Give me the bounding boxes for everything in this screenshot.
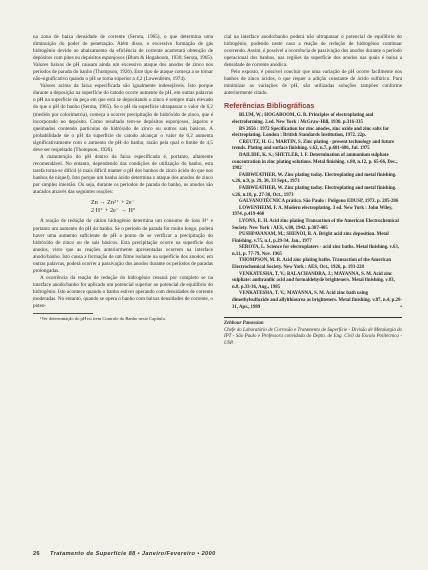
footnote: ¹Ver determinação do pH no item Controle do Banho neste Capítulo. (40, 316, 167, 322)
references-heading: Referências Bibliográficas (224, 101, 315, 111)
page-footer (33, 551, 403, 557)
reference-item-last (224, 291, 402, 311)
reference-item: FAIRWEATHER, W. Zinc plating today. Electroplating and metal finishing. v.26, n.9, p. 29, 30, 33 Sept., 1973 (232, 172, 397, 185)
reference-item: CREUTZ, H. G.; MARTIN, S. Zinc plating - present technology and future trends. Plating and surface finishing. v.62, n.7, p.681-686, Jul. 1975 (232, 139, 395, 152)
reference-item: DAILIDE, K. S.; SHETLER, I. F. Determination of ammonium sulphate concentration in zinc plating solutions. Metal finishing. v.80, n.12, p. 65-66, Dec., 1982 (232, 152, 398, 172)
reference-item: BLUM, W.; HOGABOOM, G. B. Principles of electroplating and electroforming. 2.ed. New York : McGraw-Hill, 1930. p.316-335 (232, 113, 374, 126)
body-paragraph: na zona de baixa densidade de corrente (Serota, 1965), o que determina uma diminuição do poder de penetração. Além disso, o excessivo formação de gás hidrogênio devido ao abaixamento da eficiência de corrente acarretará obtenção de depósitos com pites ou depósitos esponjosos (Blum & Hogaboom, 1930; Serota, 1965). Valores baixos de pH causam ainda um excessivo ataque dos anodos de zinco nos períodos de parada do banho (Thompson, 1926). Este tipo de ataque começa a se tornar não-significativo quando o pH se torna superior a 4,2 (Lowenheim, 1974). (33, 34, 213, 83)
body-paragraph: cial na interface anodo/banho poderá não ultrapassar o potencial de equilíbrio do hidrogênio, podendo neste caso a reação de redução de hidrogênio continuar ocorrendo. Assim, é possível a ocorrência de passivação dos anodos durante o período operacional dos banhos, nas regiões da superfície dos anodos nas quais é baixa a densidade de corrente anódica. (224, 34, 402, 69)
reference-item: VENKATESHA, T. V.; BALACHANDRA, J.; MAYANNA, S. M. Acid zinc sulphate: anthranilic acid and formaldehyde brighteners. Metal finishing. v.83, n.8, p.33-36, Aug., 1985 (232, 271, 395, 290)
reference-item: LYONS, E. H. Acid zinc plating Transaction of the American Electrochemical Society. New York : AES, v.80, 1942. p.387-405 (232, 218, 399, 231)
end-of-article-mark: • (400, 304, 402, 310)
body-paragraph: A manutenção do pH dentro da faixa especificada é, portanto, altamente recomendável. No entanto, dependendo das condições de utilização do banho, esta tarefa torna-se difícil (é mais difícil manter o pH dos banhos de zinco ácido do que nos banhos de níquel). Isto porque um banho ácido determina o ataque dos anodos de zinco por simples imersão. Ou seja, durante os períodos de parada do banho, os anodos são atacados através das seguintes reações: (33, 153, 213, 196)
reference-list (224, 113, 402, 311)
body-paragraph: Pelo exposto, é possível concluir que uma variação de pH ocorre facilmente nos banhos de zinco ácidos, o que requer a adição constante de ácido sulfúrico. Para minimizar as variações de pH, são utilizadas soluções tampões conforme anteriormente citado. (224, 69, 402, 97)
left-column (33, 34, 213, 322)
reaction-equations (33, 199, 213, 215)
reference-item: BS 2656 : 1972 Specification for zinc anodes, zinc oxide and zinc salts for electroplating. London : British Standards Institution, 1972. 22p. (232, 126, 389, 139)
equation-zinc-oxidation: Zn → Zn²⁺ + 2e⁻ (91, 199, 135, 207)
equation-hydrogen-reduction: 2 H⁺ + 2e⁻ → H° (91, 207, 136, 215)
reference-item: GALVANOTÉCNICA prática. São Paulo : Polígono EDUSP, 1973. p. 285-286 (239, 199, 399, 205)
page-number: 26 (33, 551, 41, 557)
body-paragraph: A reação de redução do cátion hidrogênio determina um consumo de íons H⁺ e portanto um aumento do pH do banho. Se o período de parada for muito longo, poderá haver uma aumento suficiente de pH a ponto de se verificar a precipitação do hidróxido de zinco ou de sais básicos. Esta precipitação ocorre na superfície dos anodos, visto que as reações anteriormente apresentadas ocorrem na interface anodo/banho. Isto causa a formação de um filme isolante na superfície dos anodos: em outras palavras, poderá ocorrer a passivação dos anodos durante os períodos de paradas prolongadas. (33, 218, 213, 274)
reference-item: PUSHPAVANAM, M.; SHENOI, B. A. Bright acid zinc deposition. Metal Finishing. v.75, n.1, p.29-34, Jan., 1977 (232, 232, 389, 244)
footnote-divider (33, 313, 93, 314)
reference-item: THOMPSON, M. R. Acid zinc plating baths. Transaction of the American Electrochemical Society. New York : AES, Oct., 1926, p. 193-228 (232, 258, 392, 271)
body-paragraph: A ocorrência da reação de redução do hidrogênio cessará por completo se na interface anodo/banho for aplicado um potencial superior ao potencial de equilíbrio do hidrogênio. Isto acontece quando o banho estiver operando com densidades de corrente moderadas. No entanto, quando se opera o banho com baixas densidades de corrente, o poten- (33, 274, 213, 310)
reference-item-text: VENKATESHA, T. V.; MAYANNA, S. M. Acid zinc bath using dimethylsulfoxide and allylthiourea as brighteners. Metal finishing. v.87, n.4, p.28-31, Apr., 1989 (232, 291, 402, 310)
reference-item: SEROTA, L. Science for electroplaters - acid zinc baths. Metal finishing. v.63, n.11, p. 77-79, Nov. 1965 (232, 245, 399, 257)
reference-item: FAIRWEATHER, W. Zinc plating today. Electroplating and metal finishing. v.26, n.10, p. 27-30, Oct., 1973 (232, 185, 397, 198)
running-title: Tratamento de Superfície 88 • Janeiro/Fevereiro • 2000 (50, 551, 216, 557)
author-name: Zehbour Panossian (224, 321, 264, 327)
author-bio: Chefe do Laboratório de Corrosão e Tratamento de Superfície - Divisão de Metalurgia do IPT - São Paulo e Professora convidada do Depto. de Eng. Civil da Escola Politécnica - USP. (224, 327, 402, 346)
right-column (224, 34, 402, 347)
reference-item: LOWENHEIM, F. A. Modern electroplating. 3 ed. New York : John Wiley, 1974. p.419-460 (232, 205, 393, 218)
body-paragraph: Valores acima da faixa especificada são igualmente indesejáveis. Isto porque durante a deposição na superfície do catodo ocorre aumento de pH, em outras palavras o pH na superfície da peça em que está se depositando o zinco é sempre mais elevado do que o pH do banho (Serota, 1965). Se o pH da superfície ultrapassar o valor de 6,2 (medido por colorimetria), começa a ocorrer precipitação de hidróxido de zinco, que é incorporado no depósito. Como resultado tem-se depósitos esponjosos, ásperos e queimados contendo partículas de hidróxido de zinco ou outros sais básicos. A probabilidade de o pH da superfície do catodo alcançar o valor de 6,2 aumenta significativamente com o aumento do pH do banho, razão pela qual o limite de 4,5 deve ser respeitado (Thompson, 1926). (33, 83, 213, 153)
author-box (224, 317, 402, 347)
